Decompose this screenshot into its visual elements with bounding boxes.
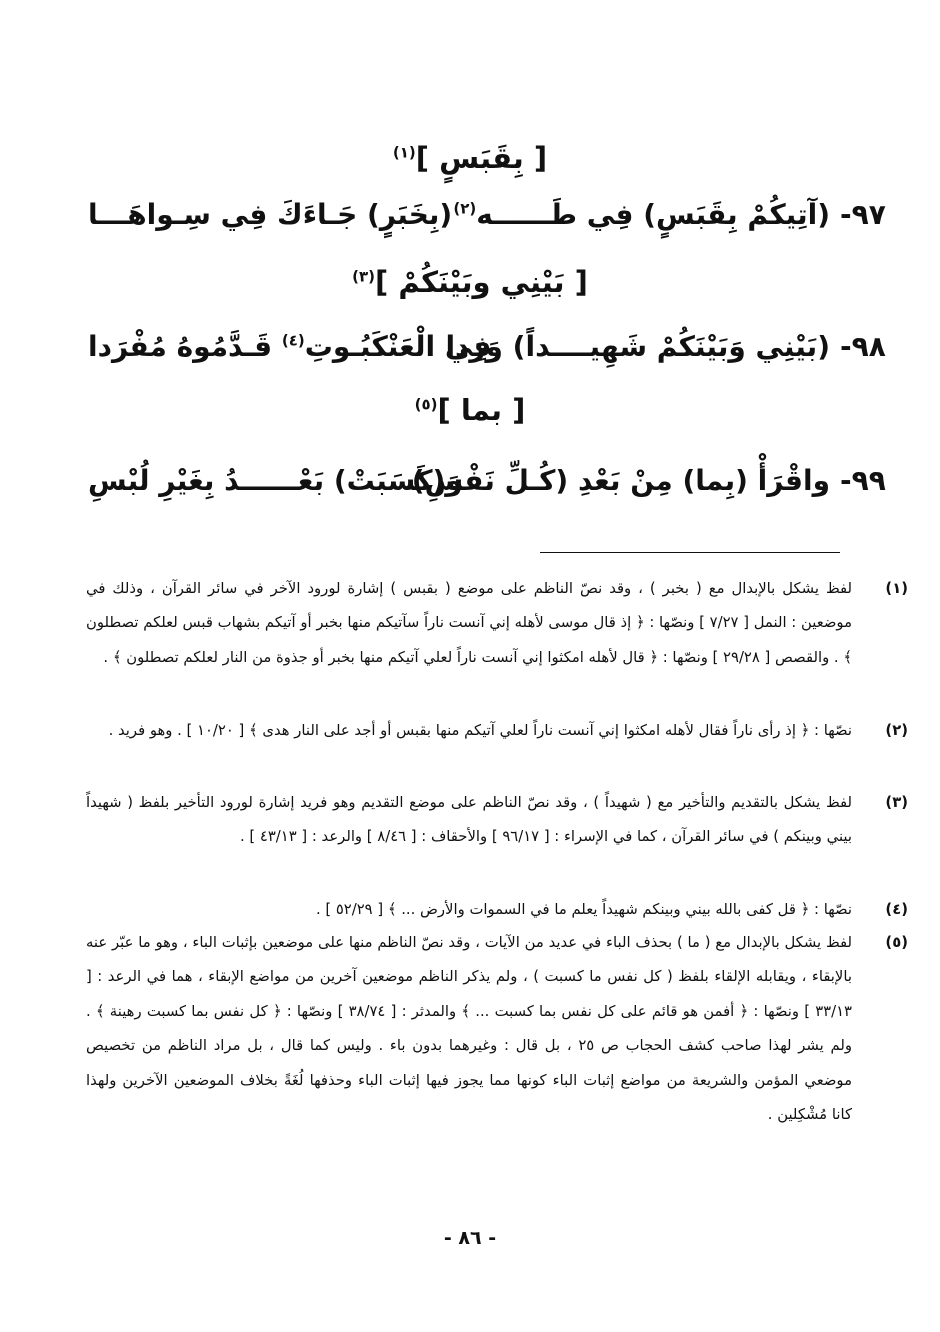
verse-97 [88,192,886,238]
footnote-number: (٢) [885,722,908,739]
footnote-4 [86,893,908,927]
verse-second-hemistich: فِي الْعَنْكَبُـوتِ$^{(٤)}$ قَـدَّمُوهُ مُفْرَدا [88,330,492,363]
verse-second-hemistich: وَ(كَسَبَتْ) بَعْــــــدُ بِغَيْرِ لُبْسِ [88,464,463,497]
footnote-text: لفظ يشكل بالتقديم والتأخير مع ( شهيداً ) ، وقد نصّ الناظم على موضع التقديم وهو فريد إشارة لورود التأخير بلفظ ( شهيداً بيني وبينكم ) في سائر القرآن ، كما في الإسراء : [ ٩٦/١٧ ] والأحقاف : [ ٨/٤٦ ] والرعد : [ ٤٣/١٣ ] . [86,794,852,846]
footnote-number: (٣) [885,794,908,811]
footnote-number: (٤) [885,901,908,918]
section-heading-biqabas [0,138,940,178]
verse-second-hemistich: (بِخَبَرٍ) جَـاءَكَ فِي سِـواهَـــا [88,198,453,231]
footnote-separator [540,552,840,553]
verse-number: ٩٩- [840,464,886,497]
footnote-ref-3: (٣) [352,267,375,286]
footnote-text: نصّها : ﴿ إذ رأى ناراً فقال لأهله امكثوا إني آنست ناراً لعلي آتيكم منها بقبس أو أجد على النار هدى ﴾ [ ١٠/٢٠ ] . وهو فريد . [108,722,852,739]
verse-first-hemistich: واقْرَأْ (بِما) مِنْ بَعْدِ (كُـلِّ نَفْسِ) [411,464,830,497]
verse-first-hemistich: (بَيْنِي وَبَيْنَكُمْ شَهِيــــداً) وَرَدا [445,330,830,363]
section-heading-bima [0,390,940,430]
page-number: - ٨٦ - [443,1227,497,1249]
footnote-text: نصّها : ﴿ قل كفى بالله بيني وبينكم شهيداً يعلم ما في السموات والأرض ... ﴾ [ ٥٢/٢٩ ] . [315,901,852,918]
footnote-ref-5: (٥) [414,395,438,414]
footnote-ref-1: (١) [392,143,416,162]
footnote-3 [86,786,908,855]
footnote-text: لفظ يشكل بالإبدال مع ( بخبر ) ، وقد نصّ الناظم على موضع ( بقبس ) إشارة لورود الآخر في سائر القرآن ، وذلك في موضعين : النمل [ ٧/٢٧ ] ونصّها : ﴿ إذ قال موسى لأهله إني آنست ناراً سآتيكم منها بخبر أو آتيكم بشهاب قبس لعلكم تصطلون ﴾ . والقصص [ ٢٩/٢٨ ] ونصّها : ﴿ قال لأهله امكثوا إني آنست ناراً لعلي آتيكم منها بخبر أو جذوة من النار لعلكم تصطلون ﴾ . [86,580,852,666]
verse-98 [88,324,886,370]
verse-99 [88,458,886,504]
footnote-number: (١) [885,580,908,597]
footnote-5 [86,926,908,1132]
footnote-ref-2: (٢) [453,199,477,218]
verse-first-hemistich: (آتِيكُمْ بِقَبَسٍ) فِي طَــــــه$^{(٢)}$ [453,198,830,231]
heading-text: [ بما ] [437,393,526,427]
heading-text: [ بَيْنِي وبَيْنَكُمْ ] [374,265,588,299]
section-heading-bayni-wabaynakum [0,262,940,302]
footnote-1 [86,572,908,675]
footnote-text: لفظ يشكل بالإبدال مع ( ما ) بحذف الباء في عديد من الآيات ، وقد نصّ الناظم منها على موضعين بإثبات الباء ، وهو ما عبّر عنه بالإبقاء ، ويقابله الإلقاء بلفظ ( كل نفس ما كسبت ) ، ولم يذكر الناظم موضعين آخرين من مواضع الإبقاء ، هما في الرعد : [ ٣٣/١٣ ] ونصّها : ﴿ أفمن هو قائم على كل نفس بما كسبت ... ﴾ والمدثر : [ ٣٨/٧٤ ] ونصّها : ﴿ كل نفس بما كسبت رهينة ﴾ . ولم يشر لهذا صاحب كشف الحجاب ص ٢٥ ، بل قال : وغيرهما بدون باء . وليس كما قال ، بل مراد الناظم من تخصيص موضعي المؤمن والشريعة من مواضع إثبات الباء كونها مما يجوز فيها إثبات الباء وحذفها لُغَةً بخلاف الموضعين الآخرين ولهذا كانا مُشْكِلين . [86,934,853,1124]
heading-text: [ بِقَبَسٍ ] [415,141,548,175]
footnote-ref-4: (٤) [281,331,305,350]
footnote-number: (٥) [885,934,908,951]
verse-number: ٩٨- [840,330,886,363]
verse-number: ٩٧- [840,198,886,231]
footnote-2 [86,714,908,748]
